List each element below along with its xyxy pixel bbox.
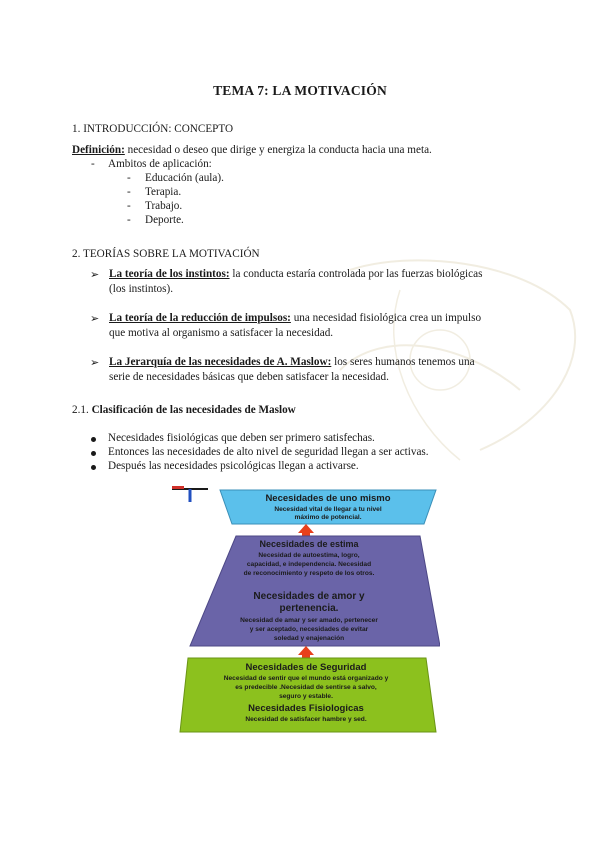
pyramid-text: Necesidad vital de llegar a tu nivel bbox=[274, 506, 382, 513]
list-item: Educación (aula). bbox=[145, 172, 224, 184]
pyramid-text: Necesidades de Seguridad bbox=[245, 662, 367, 673]
theory-label: La teoría de la reducción de impulsos: bbox=[109, 312, 291, 324]
page-title: TEMA 7: LA MOTIVACIÓN bbox=[213, 83, 387, 98]
dash-bullet: - bbox=[127, 214, 131, 226]
arrow-bullet-icon: ➢ bbox=[90, 313, 100, 325]
theory-impulsos: La teoría de la reducción de impulsos: una necesidad fisiológica crea un impulso que motiva al organismo a satisfacer la necesidad. bbox=[109, 312, 482, 339]
bullet-dot bbox=[91, 465, 96, 470]
dash-bullet: - bbox=[127, 186, 131, 198]
list-item: Deporte. bbox=[145, 214, 184, 226]
pyramid-text: máximo de potencial. bbox=[294, 514, 362, 521]
pyramid-text: es predecible .Necesidad de sentirse a salvo, bbox=[235, 684, 377, 691]
list-item: Entonces las necesidades de alto nivel de seguridad llegan a ser activas. bbox=[108, 446, 429, 458]
definition-label: Definición: bbox=[72, 144, 125, 156]
maslow-pyramid bbox=[168, 486, 440, 736]
section2-heading: 2. TEORÍAS SOBRE LA MOTIVACIÓN bbox=[72, 248, 260, 260]
section21-heading: 2.1. Clasificación de las necesidades de Maslow bbox=[72, 404, 296, 416]
pyramid-text: seguro y estable. bbox=[279, 693, 333, 700]
dash-bullet: - bbox=[127, 200, 131, 212]
pyramid-text: Necesidades Fisiologicas bbox=[248, 703, 364, 714]
pyramid-text: Necesidad de sentir que el mundo está organizado y bbox=[223, 675, 389, 682]
pyramid-text: Necesidades de uno mismo bbox=[265, 493, 391, 504]
dash-bullet: - bbox=[91, 158, 95, 170]
section1-heading: 1. INTRODUCCIÓN: CONCEPTO bbox=[72, 123, 234, 135]
bullet-dot bbox=[91, 451, 96, 456]
theory-maslow: La Jerarquía de las necesidades de A. Maslow: los seres humanos tenemos una serie de necesidades básicas que deben satisfacer la necesidad. bbox=[109, 356, 475, 383]
theory-label: La teoría de los instintos: bbox=[109, 268, 230, 280]
dash-bullet: - bbox=[127, 172, 131, 184]
pyramid-text: Necesidades de amor y bbox=[253, 591, 365, 602]
pyramid-text: Necesidad de amar y ser amado, pertenecer bbox=[240, 617, 378, 624]
definition-text: necesidad o deseo que dirige y energiza la conducta hacia una meta. bbox=[124, 144, 432, 156]
pyramid-text: capacidad, e independencia. Necesidad bbox=[246, 561, 372, 568]
up-arrow-icon bbox=[298, 524, 314, 536]
bullet-dot bbox=[91, 437, 96, 442]
ambitos-label: Ambitos de aplicación: bbox=[108, 158, 212, 170]
list-item: Después las necesidades psicológicas llegan a activarse. bbox=[108, 460, 359, 472]
decor-mark bbox=[172, 486, 184, 489]
pyramid-text: pertenencia. bbox=[279, 603, 339, 614]
pyramid-text: de reconocimiento y respeto de los otros. bbox=[243, 570, 375, 577]
arrow-bullet-icon: ➢ bbox=[90, 269, 100, 281]
list-item: Trabajo. bbox=[145, 200, 183, 212]
pyramid-text: Necesidad de satisfacer hambre y sed. bbox=[245, 716, 367, 723]
pyramid-text: Necesidades de estima bbox=[259, 539, 359, 549]
up-arrow-icon bbox=[298, 646, 314, 658]
arrow-bullet-icon: ➢ bbox=[90, 357, 100, 369]
list-item: Terapia. bbox=[145, 186, 182, 198]
pyramid-text: y ser aceptado, necesidades de evitar bbox=[249, 626, 369, 633]
theory-instintos: La teoría de los instintos: la conducta estaría controlada por las fuerzas biológicas (los instintos). bbox=[109, 268, 483, 295]
pyramid-text: Necesidad de autoestima, logro, bbox=[258, 552, 360, 559]
theory-label: La Jerarquía de las necesidades de A. Maslow: bbox=[109, 356, 332, 368]
pyramid-text: soledad y enajenación bbox=[273, 635, 345, 642]
definition-line bbox=[72, 143, 432, 157]
list-item: Necesidades fisiológicas que deben ser primero satisfechas. bbox=[108, 432, 375, 444]
